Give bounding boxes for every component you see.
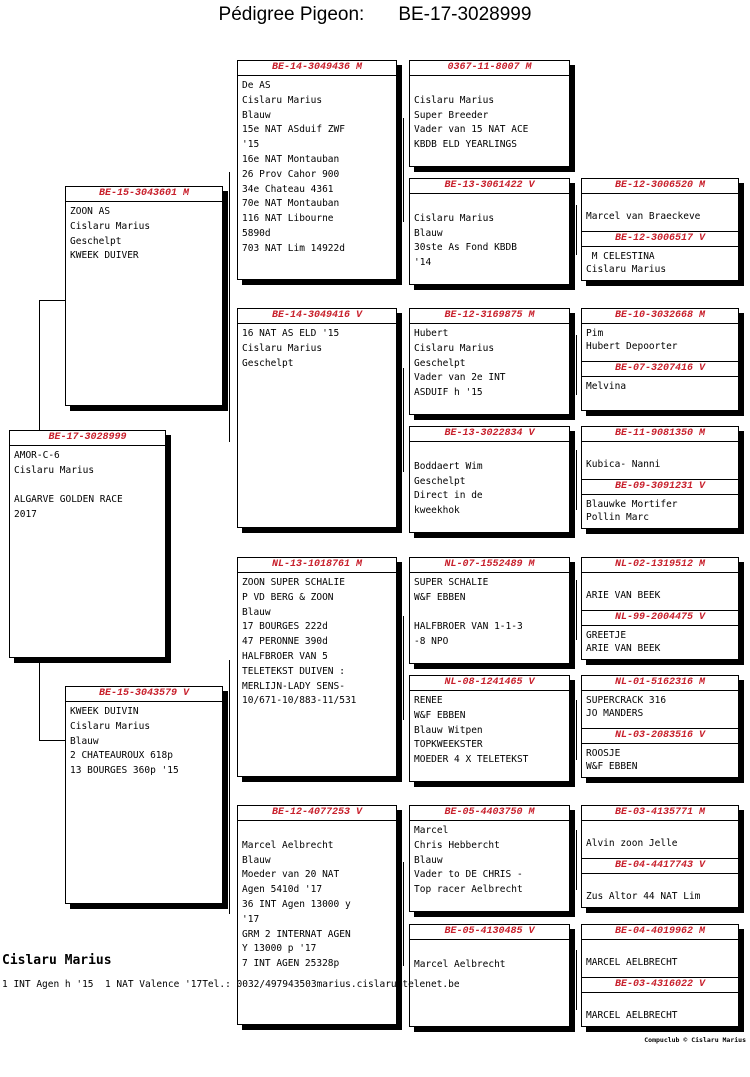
owner-details — [2, 972, 460, 991]
detail-line: 5890d — [242, 227, 271, 239]
connector-line — [403, 118, 404, 222]
grandparent-details — [238, 324, 396, 371]
detail-line: Pollin Marc — [586, 512, 649, 523]
detail-line: Cislaru Marius — [586, 264, 667, 275]
gggp-details — [582, 874, 738, 903]
detail-line: 47 PERONNE 390d — [242, 636, 328, 648]
detail-line: Blauw — [242, 606, 271, 618]
gggp-pair-card — [581, 178, 739, 281]
detail-line — [586, 943, 735, 956]
gggp-details — [582, 940, 738, 977]
detail-line: 1 INT Agen h '15 — [2, 979, 94, 990]
detail-line: 703 NAT Lim 14922d — [242, 242, 345, 254]
detail-line — [586, 197, 735, 210]
detail-line — [586, 824, 735, 837]
ring-number: BE-13-3022834 V — [410, 427, 569, 442]
detail-line: ZOON SUPER SCHALIE — [242, 577, 345, 588]
detail-line: Blauw Witpen — [414, 724, 483, 736]
detail-line: Blauw — [414, 854, 443, 866]
ring-number: BE-09-3091231 V — [582, 479, 738, 495]
detail-line: '17 — [242, 913, 260, 925]
detail-line: W&F EBBEN — [414, 709, 466, 721]
gggp-details — [582, 626, 738, 655]
detail-line: P VD BERG & ZOON — [242, 591, 334, 603]
connector-line — [229, 172, 230, 442]
detail-line: TELETEKST DUIVEN : — [242, 665, 345, 677]
detail-line: Vader to DE CHRIS - — [414, 869, 523, 881]
ring-number: BE-04-4417743 V — [582, 858, 738, 874]
ring-number: BE-17-3028999 — [10, 431, 165, 446]
ring-number: BE-15-3043601 M — [66, 187, 222, 202]
detail-line: Vader van 15 NAT ACE — [414, 124, 529, 136]
gggp-details — [582, 442, 738, 479]
connector-line — [403, 368, 404, 472]
detail-line: 7 INT AGEN 25328p — [242, 958, 340, 970]
great-grandparent-card — [409, 308, 570, 415]
subject-details — [10, 446, 165, 523]
connector-line — [39, 658, 40, 740]
detail-line: GRM 2 INTERNAT AGEN — [242, 928, 351, 940]
detail-line: KWEEK DUIVER — [70, 250, 139, 262]
great-grandparent-card — [409, 557, 570, 664]
detail-line: MERLIJN-LADY SENS- — [242, 680, 345, 692]
ring-number: BE-05-4403750 M — [410, 806, 569, 821]
detail-line — [586, 576, 735, 589]
detail-line: MARCEL AELBRECHT — [586, 957, 678, 968]
ring-number: BE-10-3032668 M — [582, 309, 738, 324]
detail-line: Moeder van 20 NAT — [242, 869, 340, 881]
connector-line — [576, 700, 577, 760]
connector-line — [576, 950, 577, 1010]
great-grandparent-card — [409, 60, 570, 167]
detail-line: ARIE VAN BEEK — [586, 643, 661, 654]
detail-line: 13 BOURGES 360p '15 — [70, 765, 179, 777]
detail-line: -8 NPO — [414, 636, 449, 648]
sire-details — [66, 202, 222, 264]
detail-line: KBDB ELD YEARLINGS — [414, 139, 517, 151]
ring-number: NL-99-2004475 V — [582, 610, 738, 626]
detail-line: Cislaru Marius — [242, 94, 323, 106]
detail-line: Alvin zoon Jelle — [586, 838, 678, 849]
grandparent-details — [238, 573, 396, 709]
detail-line: 16 NAT AS ELD '15 — [242, 328, 340, 339]
owner-block — [2, 953, 460, 991]
ring-number: BE-03-4316022 V — [582, 977, 738, 993]
gggp-pair-card — [581, 426, 739, 529]
detail-line: ARIE VAN BEEK — [586, 590, 661, 601]
detail-line: JO MANDERS — [586, 708, 644, 719]
title-ring: BE-17-3028999 — [398, 4, 532, 25]
detail-line — [414, 79, 566, 94]
detail-line: Geschelpt — [242, 357, 294, 369]
detail-line: Blauw — [414, 227, 443, 239]
ring-number: BE-12-3169875 M — [410, 309, 569, 324]
detail-line: SUPER SCHALIE — [414, 577, 489, 588]
detail-line: GREETJE — [586, 630, 627, 641]
detail-line: Cislaru Marius — [414, 94, 495, 106]
detail-line: Melvina — [586, 381, 627, 392]
detail-line: De AS — [242, 80, 271, 91]
great-grandparent-card — [409, 805, 570, 912]
connector-line — [576, 830, 577, 890]
gggp-details — [582, 495, 738, 524]
detail-line: 2 CHATEAUROUX 618p — [70, 750, 173, 762]
detail-line: W&F EBBEN — [586, 761, 638, 772]
ring-number: BE-04-4019962 M — [582, 925, 738, 940]
detail-line: 1 NAT Valence '17 — [93, 979, 203, 990]
ring-number: NL-13-1018761 M — [238, 558, 396, 573]
gggp-pair-card — [581, 675, 739, 778]
connector-line — [576, 450, 577, 510]
great-grandparent-details — [410, 76, 569, 153]
ring-number: BE-13-3061422 V — [410, 179, 569, 194]
gggp-pair-card — [581, 308, 739, 411]
detail-line: Geschelpt — [414, 475, 466, 487]
detail-line: HALFBROER VAN 5 — [242, 650, 328, 662]
detail-line: 16e NAT Montauban — [242, 153, 340, 165]
detail-line: Direct in de — [414, 490, 483, 502]
grandparent-details — [238, 76, 396, 257]
detail-line: Chris Hebbercht — [414, 839, 500, 851]
connector-line — [39, 300, 65, 301]
ring-number: BE-12-3006517 V — [582, 231, 738, 247]
detail-line: 2017 — [14, 509, 37, 521]
great-grandparent-details — [410, 442, 569, 519]
ring-number: BE-12-3006520 M — [582, 179, 738, 194]
detail-line — [414, 197, 566, 212]
ring-number: BE-14-3049416 V — [238, 309, 396, 324]
title-label: Pédigree Pigeon: — [218, 4, 365, 25]
detail-line: Agen 5410d '17 — [242, 884, 323, 896]
ring-number: 0367-11-8007 M — [410, 61, 569, 76]
detail-line: Marcel Aelbrecht — [414, 958, 506, 970]
gggp-pair-card — [581, 557, 739, 660]
ring-number: NL-01-5162316 M — [582, 676, 738, 691]
gggp-details — [582, 993, 738, 1022]
detail-line: Super Breeder — [414, 109, 489, 121]
ring-number: BE-15-3043579 V — [66, 687, 222, 702]
detail-line: '14 — [414, 257, 432, 269]
detail-line: Y 13000 p '17 — [242, 943, 317, 955]
detail-line: HALFBROER VAN 1-1-3 — [414, 621, 523, 633]
great-grandparent-card — [409, 426, 570, 533]
footer-copyright: Compuclub © Cislaru Marius — [644, 1036, 746, 1044]
detail-line: 34e Chateau 4361 — [242, 183, 334, 195]
detail-line — [586, 996, 735, 1009]
dam-details — [66, 702, 222, 779]
detail-line: ROOSJE — [586, 748, 621, 759]
connector-line — [39, 740, 65, 741]
detail-line: 30ste As Fond KBDB — [414, 242, 517, 254]
detail-line — [586, 877, 735, 890]
great-grandparent-card — [409, 675, 570, 782]
great-grandparent-details — [410, 573, 569, 650]
detail-line: SUPERCRACK 316 — [586, 695, 667, 706]
gggp-details — [582, 247, 738, 276]
detail-line: Pim — [586, 328, 604, 339]
detail-line: Cislaru Marius — [414, 342, 495, 354]
detail-line: Zus Altor 44 NAT Lim — [586, 891, 701, 902]
owner-name: Cislaru Marius — [2, 953, 112, 968]
detail-line: M CELESTINA — [586, 251, 655, 262]
detail-line: Blauw — [70, 735, 99, 747]
detail-line — [14, 479, 162, 494]
detail-line: Vader van 2e INT — [414, 372, 506, 384]
detail-line — [414, 606, 566, 621]
detail-line: Geschelpt — [70, 235, 122, 247]
detail-line: Blauw — [242, 854, 271, 866]
gggp-details — [582, 691, 738, 728]
detail-line: 26 Prov Cahor 900 — [242, 168, 340, 180]
ring-number: NL-03-2083516 V — [582, 728, 738, 744]
connector-line — [403, 862, 404, 966]
ring-number: BE-11-9081350 M — [582, 427, 738, 442]
great-grandparent-details — [410, 821, 569, 898]
detail-line: 17 BOURGES 222d — [242, 621, 328, 633]
detail-line: Kubica- Nanni — [586, 459, 661, 470]
connector-line — [576, 580, 577, 640]
ring-number: NL-02-1319512 M — [582, 558, 738, 573]
great-grandparent-details — [410, 691, 569, 768]
grandparent-details — [238, 821, 396, 972]
detail-line: 10/671-10/883-11/531 — [242, 695, 357, 707]
detail-line: ALGARVE GOLDEN RACE — [14, 494, 123, 506]
connector-line — [403, 616, 404, 720]
detail-line: '15 — [242, 139, 260, 151]
connector-line — [576, 205, 577, 255]
grandparent-card — [237, 557, 397, 777]
detail-line: marius.cislaru@telenet.be — [316, 979, 460, 990]
great-grandparent-details — [410, 194, 569, 271]
subject-card — [9, 430, 166, 658]
detail-line: ZOON AS — [70, 206, 111, 217]
gggp-pair-card — [581, 805, 739, 908]
detail-line: Blauwke Mortifer — [586, 499, 678, 510]
great-grandparent-card — [409, 178, 570, 285]
detail-line: MARCEL AELBRECHT — [586, 1010, 678, 1021]
gggp-details — [582, 821, 738, 858]
detail-line: W&F EBBEN — [414, 591, 466, 603]
ring-number: BE-03-4135771 M — [582, 806, 738, 821]
detail-line: MOEDER 4 X TELETEKST — [414, 754, 529, 766]
detail-line — [586, 445, 735, 458]
detail-line: Marcel Aelbrecht — [242, 839, 334, 851]
detail-line: TOPKWEEKSTER — [414, 739, 483, 751]
ring-number: BE-14-3049436 M — [238, 61, 396, 76]
detail-line: 15e NAT ASduif ZWF — [242, 124, 345, 136]
detail-line: AMOR-C-6 — [14, 450, 60, 461]
detail-line: 36 INT Agen 13000 y — [242, 898, 351, 910]
detail-line — [414, 445, 566, 460]
connector-line — [229, 660, 230, 914]
great-grandparent-details — [410, 324, 569, 401]
connector-line — [39, 300, 40, 430]
detail-line: Marcel — [414, 825, 449, 836]
gggp-details — [582, 194, 738, 231]
detail-line: Cislaru Marius — [70, 720, 151, 732]
detail-line: RENEE — [414, 695, 443, 706]
connector-line — [576, 335, 577, 395]
detail-line: KWEEK DUIVIN — [70, 706, 139, 717]
gggp-details — [582, 324, 738, 361]
ring-number: NL-07-1552489 M — [410, 558, 569, 573]
detail-line: Cislaru Marius — [242, 342, 323, 354]
ring-number: NL-08-1241465 V — [410, 676, 569, 691]
detail-line: Hubert — [414, 328, 449, 339]
ring-number: BE-12-4077253 V — [238, 806, 396, 821]
sire-card — [65, 186, 223, 406]
detail-line: Cislaru Marius — [414, 212, 495, 224]
page-title — [0, 4, 750, 26]
grandparent-card — [237, 308, 397, 528]
detail-line: kweekhok — [414, 505, 460, 517]
detail-line — [242, 824, 393, 839]
detail-line: Blauw — [242, 109, 271, 121]
grandparent-card — [237, 60, 397, 280]
detail-line: Boddaert Wim — [414, 460, 483, 472]
ring-number: BE-05-4130485 V — [410, 925, 569, 940]
dam-card — [65, 686, 223, 904]
gggp-details — [582, 573, 738, 610]
gggp-details — [582, 744, 738, 773]
detail-line: ASDUIF h '15 — [414, 387, 483, 399]
detail-line: Geschelpt — [414, 357, 466, 369]
detail-line: Cislaru Marius — [14, 464, 95, 476]
gggp-details — [582, 377, 738, 393]
detail-line: Hubert Depoorter — [586, 341, 678, 352]
detail-line: Cislaru Marius — [70, 220, 151, 232]
detail-line: Top racer Aelbrecht — [414, 884, 523, 896]
detail-line: Tel.: 0032/497943503 — [202, 979, 317, 990]
detail-line: 70e NAT Montauban — [242, 198, 340, 210]
gggp-pair-card — [581, 924, 739, 1027]
grandparent-card — [237, 805, 397, 1025]
detail-line: Marcel van Braeckeve — [586, 211, 701, 222]
ring-number: BE-07-3207416 V — [582, 361, 738, 377]
detail-line: 116 NAT Libourne — [242, 213, 334, 225]
